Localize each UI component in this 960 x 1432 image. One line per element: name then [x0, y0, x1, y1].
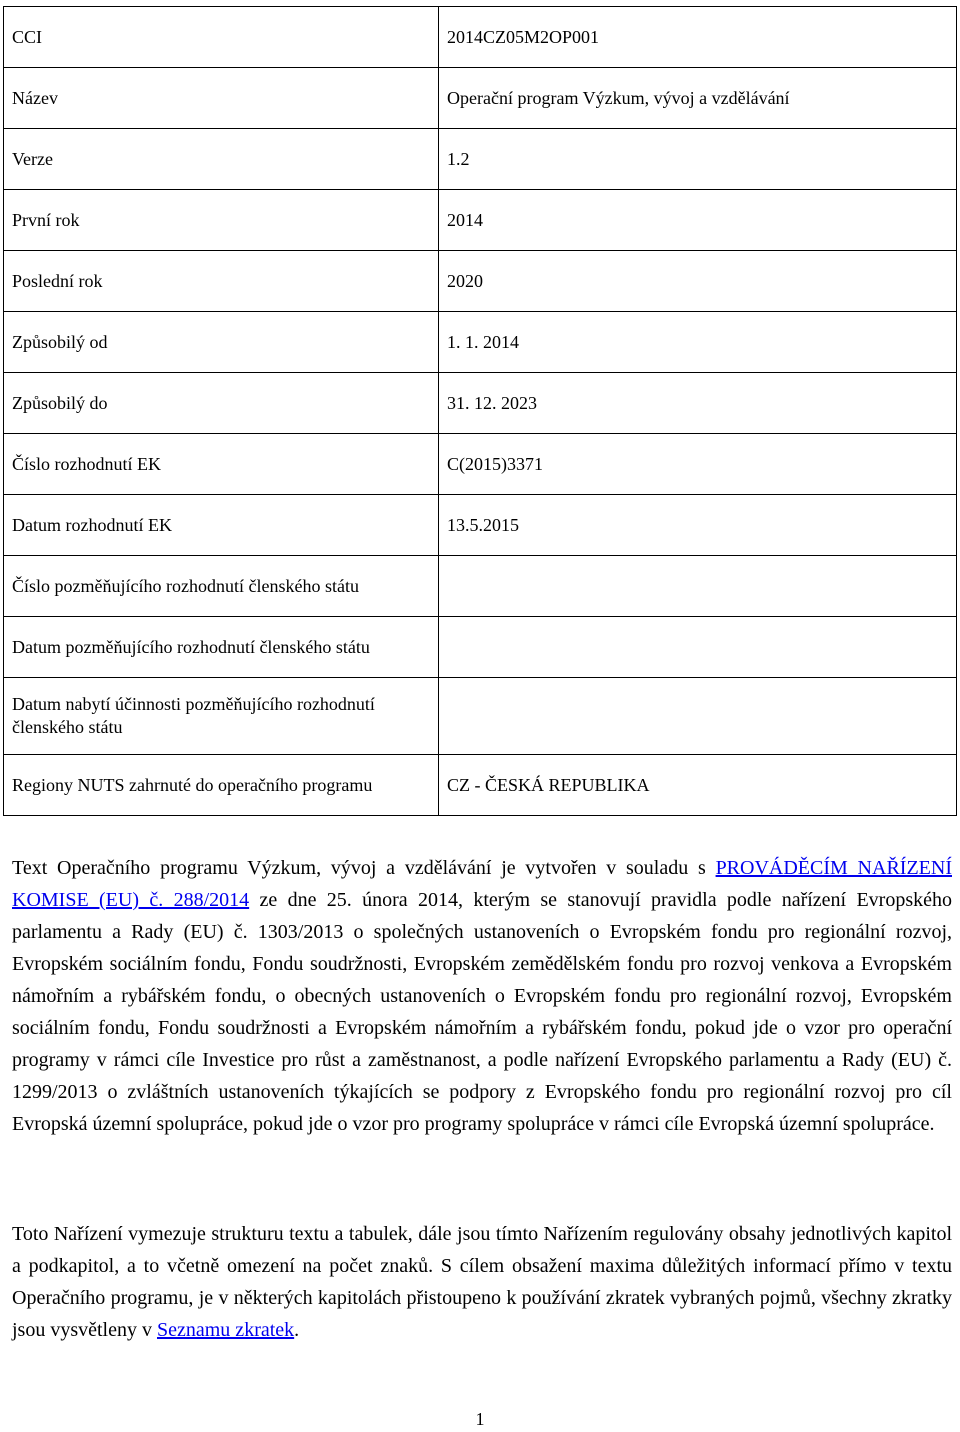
- paragraph-text: Text Operačního programu Výzkum, vývoj a vzdělávání je vytvořen v souladu s: [12, 857, 716, 879]
- row-label: Způsobilý do: [4, 373, 439, 434]
- row-value: Operační program Výzkum, vývoj a vzdělávání: [439, 68, 957, 129]
- row-value: 1.2: [439, 129, 957, 190]
- paragraph-text: ze dne 25. února 2014, kterým se stanovují pravidla podle nařízení Evropského parlamentu a Rady (EU) č. 1303/2013 o společných ustanoveních o Evropském fondu pro regionální rozvoj, Evropském sociálním fondu, Fondu soudržnosti, Evropském zemědělském fondu pro rozvoj venkova a Evropském námořním a rybářském fondu, o obecných ustanoveních o Evropském fondu pro regionální rozvoj, Evropském sociálním fondu, Fondu soudržnosti a Evropském námořním a rybářském fondu, pokud jde o vzor pro operační programy v rámci cíle Investice pro růst a zaměstnanost, a podle nařízení Evropského parlamentu a Rady (EU) č. 1299/2013 o zvláštních ustanoveních týkajících se podpory z Evropského fondu pro regionální rozvoj pro cíl Evropská územní spolupráce, pokud jde o vzor pro programy spolupráce v rámci cíle Evropská územní spolupráce.: [12, 889, 952, 1135]
- table-row: [4, 129, 957, 190]
- table-row: [4, 556, 957, 617]
- row-label: Název: [4, 68, 439, 129]
- table-row: [4, 7, 957, 68]
- row-value: 2014: [439, 190, 957, 251]
- row-label: Poslední rok: [4, 251, 439, 312]
- table-row: [4, 617, 957, 678]
- row-value: [439, 678, 957, 755]
- row-label: Způsobilý od: [4, 312, 439, 373]
- paragraph-text: .: [294, 1319, 300, 1341]
- row-label: Datum rozhodnutí EK: [4, 495, 439, 556]
- row-label: Číslo rozhodnutí EK: [4, 434, 439, 495]
- table-row: [4, 434, 957, 495]
- row-label: Regiony NUTS zahrnuté do operačního programu: [4, 755, 439, 816]
- row-value: 2014CZ05M2OP001: [439, 7, 957, 68]
- row-label: CCI: [4, 7, 439, 68]
- row-value: C(2015)3371: [439, 434, 957, 495]
- table-row: [4, 495, 957, 556]
- table-row: [4, 190, 957, 251]
- page-number: 1: [475, 1409, 485, 1429]
- paragraph-text: Toto Nařízení vymezuje strukturu textu a tabulek, dále jsou tímto Nařízením regulovány obsahy jednotlivých kapitol a podkapitol, a to včetně omezení na počet znaků. S cílem obsažení maxima důležitých informací přímo v textu Operačního programu, je v některých kapitolách přistoupeno k používání zkratek vybraných pojmů, všechny zkratky jsou vysvětleny v: [12, 1223, 952, 1341]
- table-row: [4, 312, 957, 373]
- row-value: [439, 617, 957, 678]
- row-value: 31. 12. 2023: [439, 373, 957, 434]
- row-label: Datum pozměňujícího rozhodnutí členského státu: [4, 617, 439, 678]
- abbreviations-list-link[interactable]: Seznamu zkratek: [157, 1319, 295, 1341]
- row-value: CZ - ČESKÁ REPUBLIKA: [439, 755, 957, 816]
- row-value: [439, 556, 957, 617]
- regulation-288-2014-link[interactable]: PROVÁDĚCÍM NAŘÍZENÍ KOMISE (EU) č. 288/2014: [12, 857, 952, 911]
- table-row: [4, 678, 957, 755]
- row-value: 2020: [439, 251, 957, 312]
- row-label: Verze: [4, 129, 439, 190]
- table-row: [4, 755, 957, 816]
- row-label: Číslo pozměňujícího rozhodnutí členského státu: [4, 556, 439, 617]
- program-metadata-table: [3, 6, 957, 816]
- row-value: 1. 1. 2014: [439, 312, 957, 373]
- intro-paragraph: [12, 852, 952, 1140]
- table-row: [4, 373, 957, 434]
- row-value: 13.5.2015: [439, 495, 957, 556]
- abbreviations-paragraph: [12, 1218, 952, 1346]
- row-label: Datum nabytí účinnosti pozměňujícího rozhodnutí členského státu: [4, 678, 439, 755]
- table-row: [4, 251, 957, 312]
- table-row: [4, 68, 957, 129]
- row-label: První rok: [4, 190, 439, 251]
